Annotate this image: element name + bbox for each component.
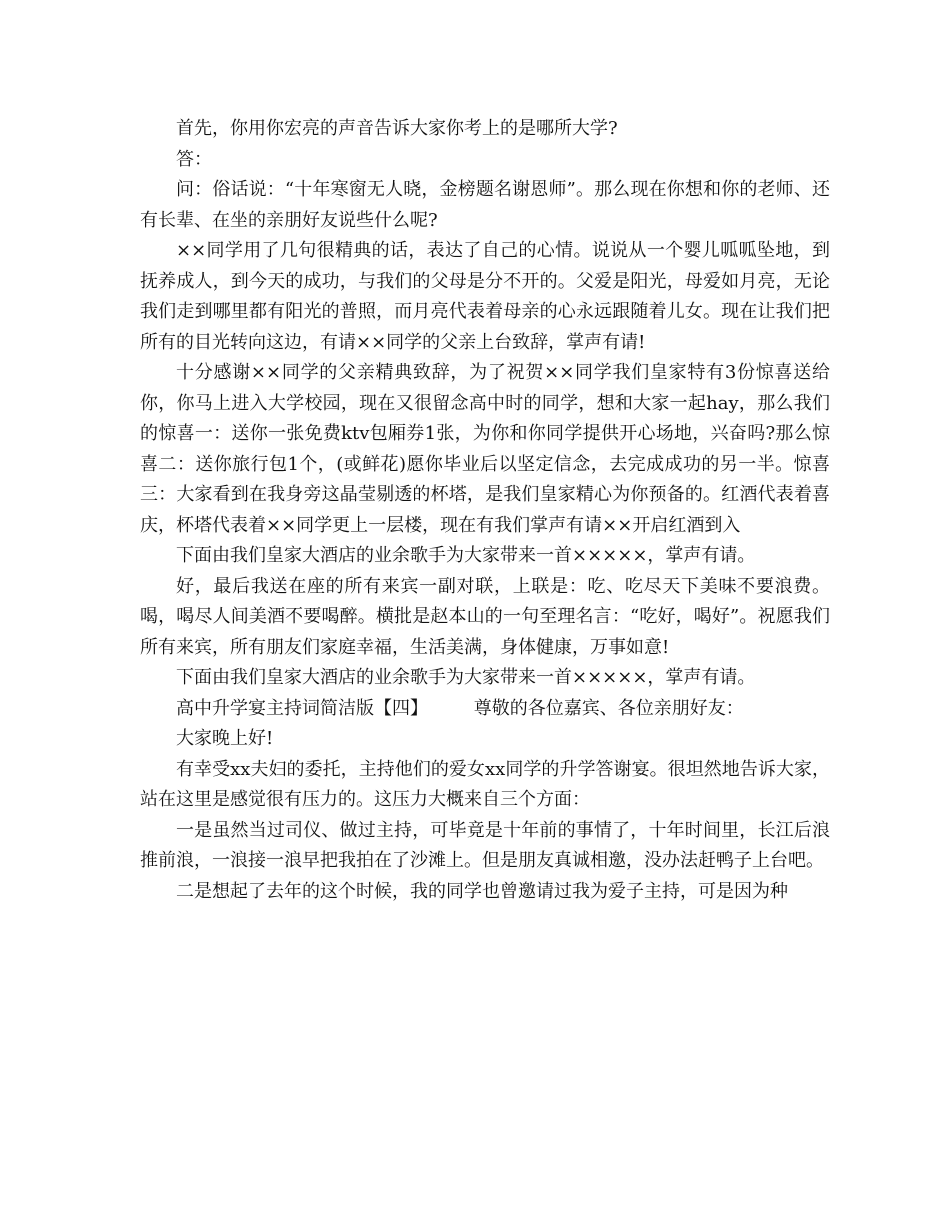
section-heading: 高中升学宴主持词简洁版【四】 尊敬的各位嘉宾、各位亲朋好友：	[176, 697, 744, 719]
paragraph: 下面由我们皇家大酒店的业余歌手为大家带来一首×××××，掌声有请。	[176, 545, 756, 566]
paragraph: 答：	[176, 148, 212, 170]
paragraph: 二是想起了去年的这个时候，我的同学也曾邀请过我为爱子主持，可是因为种	[176, 880, 788, 902]
paragraph: 有幸受xx夫妇的委托，主持他们的爱女xx同学的升学答谢宴。很坦然地告诉大家，站在这里是感觉很有压力的。这压力大概来自三个方面：	[140, 758, 830, 810]
paragraph: 好，最后我送在座的所有来宾一副对联，上联是：吃、吃尽天下美味不要浪费。喝，喝尽人间美酒不要喝醉。横批是赵本山的一句至理名言：“吃好，喝好”。祝愿我们所有来宾，所有朋友们家庭幸福，生活美满，身体健康，万事如意!	[140, 575, 830, 658]
paragraph: 一是虽然当过司仪、做过主持，可毕竟是十年前的事情了，十年时间里，长江后浪推前浪，一浪接一浪早把我拍在了沙滩上。但是朋友真诚相邀，没办法赶鸭子上台吧。	[140, 819, 830, 871]
paragraph: 问：俗话说：“十年寒窗无人晓，金榜题名谢恩师”。那么现在你想和你的老师、还有长辈、在坐的亲朋好友说些什么呢?	[140, 179, 830, 231]
paragraph: 十分感谢××同学的父亲精典致辞，为了祝贺××同学我们皇家特有3份惊喜送给你，你马上进入大学校园，现在又很留念高中时的同学，想和大家一起hay，那么我们的惊喜一：送你一张免费ktv包厢券1张，为你和你同学提供开心场地，兴奋吗?那么惊喜二：送你旅行包1个，(或鲜花)愿你毕业后以坚定信念，去完成成功的另一半。惊喜三：大家看到在我身旁这晶莹剔透的杯塔，是我们皇家精心为你预备的。红酒代表着喜庆，杯塔代表着××同学更上一层楼，现在有我们掌声有请××开启红酒到入	[140, 362, 830, 536]
paragraph: 大家晚上好!	[176, 728, 274, 749]
document-body	[140, 114, 830, 907]
paragraph: 下面由我们皇家大酒店的业余歌手为大家带来一首×××××，掌声有请。	[176, 667, 756, 688]
paragraph: 首先，你用你宏亮的声音告诉大家你考上的是哪所大学?	[176, 118, 618, 139]
paragraph: ××同学用了几句很精典的话，表达了自己的心情。说说从一个婴儿呱呱坠地，到抚养成人，到今天的成功，与我们的父母是分不开的。父爱是阳光，母爱如月亮，无论我们走到哪里都有阳光的普照，而月亮代表着母亲的心永远跟随着儿女。现在让我们把所有的目光转向这边，有请××同学的父亲上台致辞，掌声有请!	[140, 240, 830, 353]
